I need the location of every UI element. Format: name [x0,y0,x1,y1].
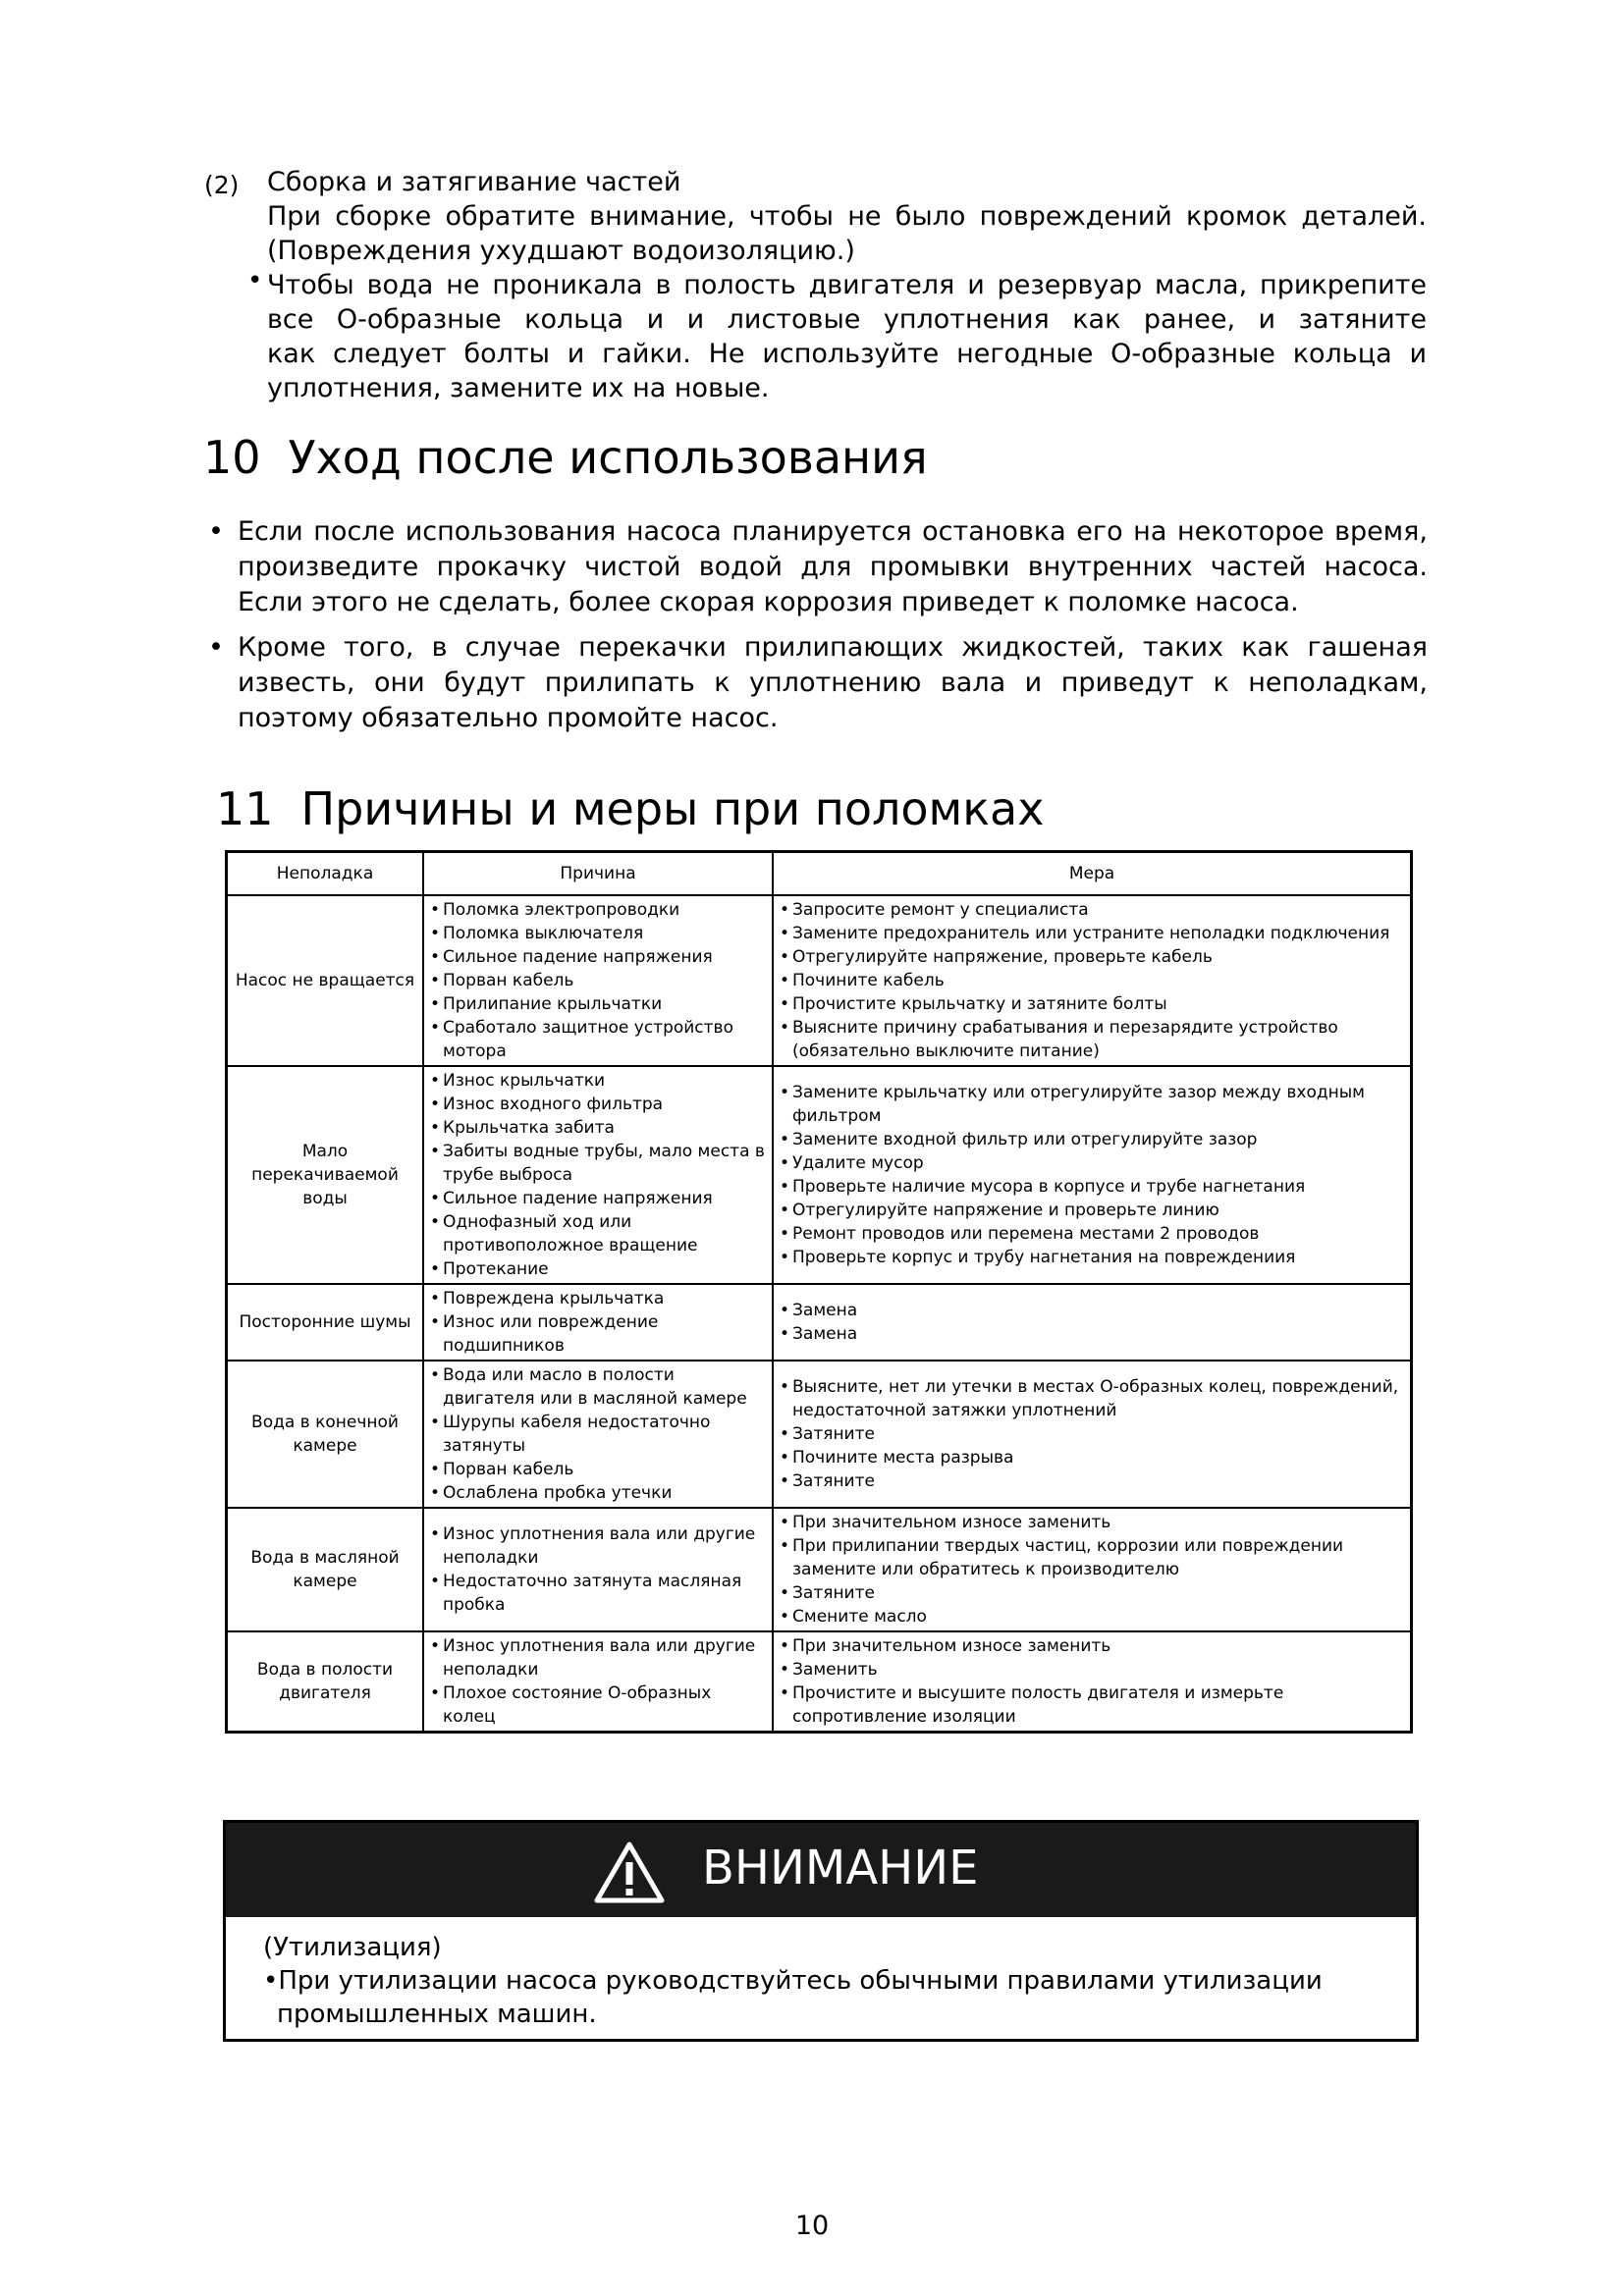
table-row [227,1361,1412,1508]
list-item [208,514,1428,620]
bullet-line: уплотнения, замените их на новые. [267,373,770,403]
cause-cell [423,895,773,1066]
measure-cell [773,1508,1412,1631]
measure-item: • Запросите ремонт у специалиста [780,898,1404,922]
cause-item: • Повреждена крыльчатка [430,1287,766,1310]
cause-item: • Недостаточно затянута масляная пробка [430,1570,766,1617]
bullet-line: Чтобы вода не проникала в полость двигателя и резервуар масла, прикрепите [267,270,1427,300]
problem-text: Вода в конечной [251,1413,399,1432]
assembly-section [204,165,1427,405]
cause-item: • Ослаблена пробка утечки [430,1481,766,1505]
cause-item: • Забиты водные трубы, мало места в трубе выброса [430,1140,766,1187]
cause-list [430,1522,766,1617]
measure-item: • Выясните причину срабатывания и перезарядите устройство (обязательно выключите питание) [780,1016,1404,1063]
cause-item: • Износ крыльчатки [430,1069,766,1093]
problem-text: Вода в масляной [250,1548,400,1568]
cause-item: • Протекание [430,1257,766,1281]
measure-item: • Прочистите крыльчатку и затяните болты [780,992,1404,1016]
heading-number: 10 [203,431,261,484]
cause-item: • Вода или масло в полости двигателя или в масляной камере [430,1363,766,1411]
section-title: Сборка и затягивание частей [267,167,681,197]
measure-cell [773,895,1412,1066]
cause-item: • Порван кабель [430,1458,766,1481]
column-header: Причина [423,852,773,896]
cause-item: • Порван кабель [430,969,766,992]
cause-list [430,1069,766,1281]
measure-item: • Замените входной фильтр или отрегулируйте зазор [780,1128,1404,1151]
measure-list [780,898,1404,1063]
cause-item: • Крыльчатка забита [430,1116,766,1140]
list-item-line: Если после использования насоса планируется остановка его на некоторое время, [238,516,1428,547]
cause-item: • Шурупы кабеля недостаточно затянуты [430,1411,766,1458]
cause-item: • Износ уплотнения вала или другие неполадки [430,1634,766,1682]
measure-item: • Ремонт проводов или перемена местами 2 проводов [780,1222,1404,1246]
table-body [227,895,1412,1733]
list-item-line: Кроме того, в случае перекачки прилипающих жидкостей, таких как гашеная [238,632,1428,663]
measure-item: • Замените крыльчатку или отрегулируйте зазор между входным фильтром [780,1081,1404,1128]
cause-item: • Износ входного фильтра [430,1093,766,1116]
measure-item: • Замена [780,1322,1404,1346]
problem-cell [227,1066,424,1284]
heading-title: Уход после использования [288,431,928,484]
measure-item: • При значительном износе заменить [780,1511,1404,1534]
measure-list [780,1634,1404,1729]
table-header-row [227,852,1412,896]
problem-cell [227,1361,424,1508]
list-item-line: произведите прокачку чистой водой для промывки внутренних частей насоса. [238,552,1428,582]
cause-list [430,1287,766,1358]
measure-item: • Выясните, нет ли утечки в местах О-образных колец, повреждений, недостаточной затяжки уплотнений [780,1375,1404,1422]
problem-cell [227,895,424,1066]
bullet-line: все О-образные кольца и и листовые уплотнения как ранее, и затяните [267,304,1427,335]
measure-list [780,1081,1404,1269]
problem-text: Посторонние шумы [239,1312,411,1332]
cause-list [430,898,766,1063]
cause-item: • Сработало защитное устройство мотора [430,1016,766,1063]
measure-item: • Замените предохранитель или устраните неполадки подключения [780,922,1404,945]
cause-cell [423,1066,773,1284]
cause-item: • Сильное падение напряжения [430,1187,766,1210]
warning-box [223,1820,1419,2042]
measure-item: • Затяните [780,1581,1404,1605]
measure-cell [773,1361,1412,1508]
section-number: (2) [204,171,240,199]
table-row [227,1508,1412,1631]
problem-text: камере [293,1436,357,1456]
table-row [227,1066,1412,1284]
measure-item: • Проверьте наличие мусора в корпусе и трубе нагнетания [780,1175,1404,1199]
bullet-dot: • [208,632,224,663]
heading-number: 11 [216,782,274,835]
warning-triangle-icon [594,1841,665,1903]
list-item [208,630,1428,736]
troubleshooting-table [225,850,1413,1734]
problem-text: двигателя [279,1683,371,1703]
column-header: Неполадка [227,852,424,896]
measure-item: • Удалите мусор [780,1151,1404,1175]
cause-cell [423,1508,773,1631]
measure-item: • Смените масло [780,1605,1404,1629]
measure-item: • При прилипании твердых частиц, коррозии или повреждении замените или обратитесь к производителю [780,1534,1404,1581]
cause-item: • Сильное падение напряжения [430,945,766,969]
cause-cell [423,1631,773,1733]
warning-text-line: промышленных машин. [277,2000,597,2029]
warning-subtitle: (Утилизация) [263,1933,442,1962]
measure-list [780,1375,1404,1493]
cause-item: • Износ уплотнения вала или другие неполадки [430,1522,766,1570]
cause-list [430,1634,766,1729]
measure-item: • Отрегулируйте напряжение, проверьте кабель [780,945,1404,969]
cause-item: • Плохое состояние О-образных колец [430,1682,766,1729]
problem-cell [227,1284,424,1361]
problem-text: воды [302,1189,348,1208]
warning-title: ВНИМАНИЕ [702,1841,979,1896]
paragraph-line: При сборке обратите внимание, чтобы не было повреждений кромок деталей. [267,201,1427,232]
problem-text: камере [293,1572,357,1591]
cause-item: • Поломка выключателя [430,922,766,945]
measure-list [780,1299,1404,1346]
cause-item: • Однофазный ход или противоположное вращение [430,1210,766,1257]
measure-item: • Почините кабель [780,969,1404,992]
measure-item: • Проверьте корпус и трубу нагнетания на повреждениия [780,1246,1404,1269]
measure-cell [773,1284,1412,1361]
measure-cell [773,1631,1412,1733]
bullet-dot: • [247,266,263,295]
problem-text: Вода в полости [256,1660,394,1680]
problem-text: перекачиваемой [251,1165,399,1185]
section-10-heading [203,430,928,485]
bullet-item [247,266,1427,405]
measure-item: • Затяните [780,1469,1404,1493]
list-item-line: поэтому обязательно промойте насос. [238,703,779,733]
measure-item: • Почините места разрыва [780,1446,1404,1469]
care-section [208,514,1428,746]
measure-cell [773,1066,1412,1284]
measure-item: • Затяните [780,1422,1404,1446]
warning-text-line: •При утилизации насоса руководствуйтесь обычными правилами утилизации [263,1966,1323,1996]
paragraph-line: (Повреждения ухудшают водоизоляцию.) [267,236,855,266]
measure-item: • Отрегулируйте напряжение и проверьте линию [780,1199,1404,1222]
bullet-line: как следует болты и гайки. Не используйте негодные О-образные кольца и [267,339,1427,369]
cause-list [430,1363,766,1505]
cause-item: • Поломка электропроводки [430,898,766,922]
cause-cell [423,1284,773,1361]
section-11-heading [216,781,1044,836]
cause-item: • Износ или повреждение подшипников [430,1310,766,1358]
heading-title: Причины и меры при поломках [300,782,1045,835]
cause-cell [423,1361,773,1508]
problem-text: Насос не вращается [235,971,415,990]
column-header: Мера [773,852,1412,896]
list-item-line: Если этого не сделать, более скорая коррозия приведет к поломке насоса. [238,587,1299,617]
table-row [227,895,1412,1066]
problem-text: Мало [301,1142,349,1161]
warning-header [226,1823,1416,1917]
problem-cell [227,1631,424,1733]
problem-cell [227,1508,424,1631]
list-item-line: известь, они будут прилипать к уплотнению вала и приведут к неполадкам, [238,667,1428,698]
measure-item: • Прочистите и высушите полость двигателя и измерьте сопротивление изоляции [780,1682,1404,1729]
bullet-dot: • [208,516,224,547]
measure-item: • Заменить [780,1658,1404,1682]
measure-item: • Замена [780,1299,1404,1322]
table-row [227,1284,1412,1361]
warning-body [263,1931,1396,2031]
page-number: 10 [794,2211,830,2241]
table-row [227,1631,1412,1733]
measure-item: • При значительном износе заменить [780,1634,1404,1658]
cause-item: • Прилипание крыльчатки [430,992,766,1016]
measure-list [780,1511,1404,1629]
